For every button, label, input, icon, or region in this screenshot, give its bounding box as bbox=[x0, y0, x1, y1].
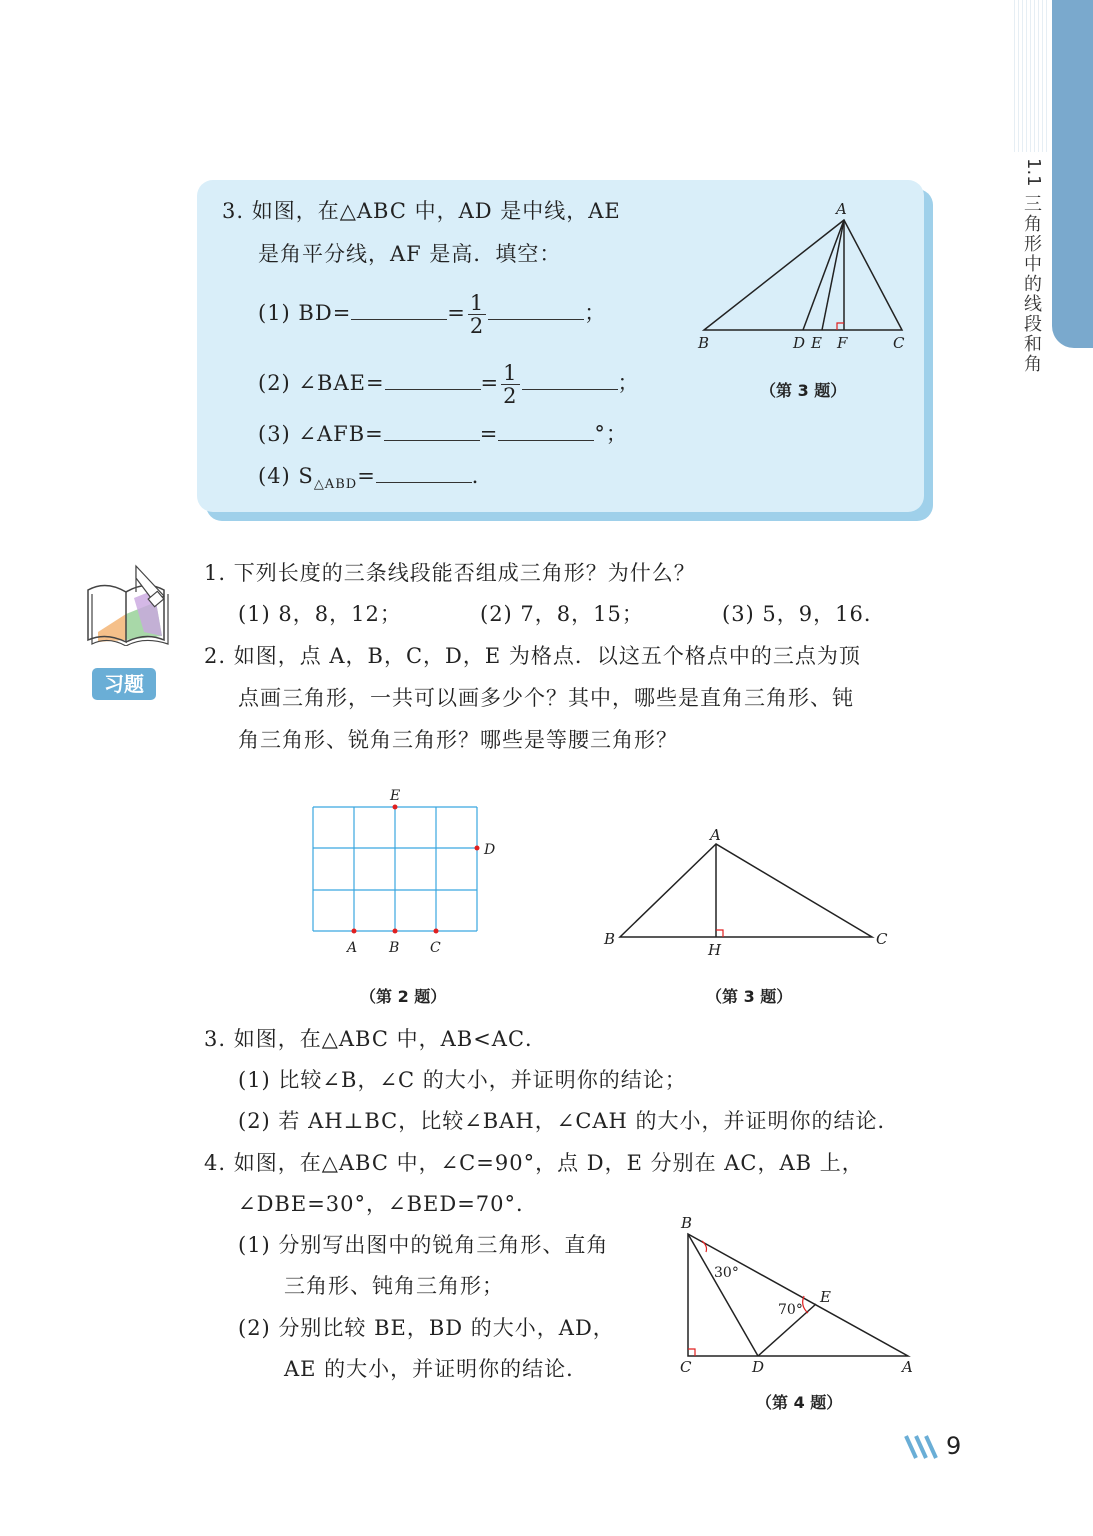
period: ． bbox=[471, 464, 494, 488]
problem2-line2: 点画三角形，一共可以画多少个？其中，哪些是直角三角形、钝 bbox=[238, 686, 854, 710]
answer-blank[interactable] bbox=[376, 460, 472, 483]
label-b: B bbox=[698, 334, 710, 352]
part4-label: (4) S bbox=[258, 464, 314, 488]
problem3-line1: 3. 如图，在△ABC 中，AB<AC． bbox=[204, 1027, 548, 1051]
grid-label-e: E bbox=[390, 788, 401, 804]
problem4-line4: 三角形、钝角三角形； bbox=[284, 1274, 504, 1298]
fig4-label-b: B bbox=[681, 1214, 693, 1232]
triangle-abc-fig3 bbox=[620, 844, 872, 937]
altitude-triangle-figure bbox=[596, 822, 896, 962]
box-q3-part2 bbox=[258, 362, 640, 407]
fraction-numerator: 1 bbox=[469, 291, 485, 315]
figure4-caption: （第 4 题） bbox=[756, 1393, 843, 1412]
angle-70-label: 70° bbox=[778, 1302, 803, 1318]
problem4-line1: 4. 如图，在△ABC 中，∠C=90°，点 D，E 分别在 AC，AB 上， bbox=[204, 1151, 864, 1175]
triangle-abc bbox=[704, 220, 902, 330]
grid-label-a: A bbox=[347, 940, 358, 956]
problem1-line1: 1. 下列长度的三条线段能否组成三角形？为什么？ bbox=[204, 561, 696, 585]
figure2-caption: （第 2 题） bbox=[360, 987, 447, 1006]
degree-semicolon: °； bbox=[594, 422, 628, 446]
point-c bbox=[434, 929, 439, 934]
problem4-line2: ∠DBE=30°，∠BED=70°． bbox=[238, 1192, 539, 1216]
right-angle-mark bbox=[716, 930, 723, 937]
part3-label: (3) ∠AFB= bbox=[258, 422, 384, 446]
answer-blank[interactable] bbox=[385, 367, 481, 390]
problem2-line3: 角三角形、锐角三角形？哪些是等腰三角形？ bbox=[238, 728, 678, 752]
problem4-line6: AE 的大小，并证明你的结论． bbox=[284, 1357, 589, 1381]
part1-label: (1) BD= bbox=[258, 301, 352, 325]
grid-label-c: C bbox=[430, 940, 441, 956]
answer-blank[interactable] bbox=[351, 297, 447, 320]
problem4-line5: (2) 分别比较 BE，BD 的大小，AD， bbox=[238, 1316, 615, 1340]
half-fraction bbox=[468, 292, 486, 337]
answer-blank[interactable] bbox=[498, 418, 594, 441]
triangle-abc-fig4 bbox=[688, 1234, 908, 1356]
equals-sign: = bbox=[357, 464, 376, 488]
equals-sign: = bbox=[479, 422, 499, 446]
box-figure-caption: （第 3 题） bbox=[760, 381, 847, 400]
fig4-label-d: D bbox=[752, 1358, 765, 1376]
answer-blank[interactable] bbox=[384, 418, 480, 441]
grid-label-d: D bbox=[484, 842, 496, 858]
answer-blank[interactable] bbox=[488, 297, 584, 320]
section-title: 三角形中的线段和角 bbox=[1024, 193, 1042, 375]
area-subscript: △ABD bbox=[313, 477, 358, 493]
equals-sign: = bbox=[447, 301, 466, 325]
box-q3-part1 bbox=[258, 292, 606, 337]
problem1-option-a: (1) 8，8，12； bbox=[238, 602, 402, 626]
half-fraction bbox=[501, 362, 519, 407]
point-a bbox=[352, 929, 357, 934]
grid-figure bbox=[300, 782, 520, 962]
answer-blank[interactable] bbox=[522, 367, 618, 390]
side-stripes bbox=[1014, 0, 1050, 152]
bisector-ae bbox=[822, 220, 844, 330]
problem4-line3: (1) 分别写出图中的锐角三角形、直角 bbox=[238, 1233, 609, 1257]
open-book-icon bbox=[84, 562, 170, 646]
label-d: D bbox=[793, 334, 806, 352]
semicolon: ； bbox=[584, 301, 607, 325]
grid-label-b: B bbox=[389, 940, 400, 956]
fraction-numerator: 1 bbox=[503, 361, 518, 385]
equals-sign: = bbox=[480, 371, 500, 395]
fraction-denominator: 2 bbox=[503, 384, 518, 408]
problem2-line1: 2. 如图，点 A，B，C，D，E 为格点．以这五个格点中的三点为顶 bbox=[204, 644, 861, 668]
figure3-caption: （第 3 题） bbox=[706, 987, 793, 1006]
fig4-label-c: C bbox=[680, 1358, 692, 1376]
box-q3-line2: 是角平分线，AF 是高．填空： bbox=[258, 242, 562, 266]
right-angle-mark bbox=[688, 1349, 695, 1356]
fraction-denominator: 2 bbox=[469, 314, 485, 338]
part2-label: (2) ∠BAE= bbox=[258, 371, 385, 395]
chapter-tab bbox=[1052, 0, 1093, 348]
box-q3-part4 bbox=[258, 460, 494, 500]
section-number: 1.1 bbox=[1023, 158, 1044, 187]
section-heading bbox=[1018, 158, 1048, 375]
fig3-label-b: B bbox=[604, 930, 616, 948]
box-q3-part3 bbox=[258, 418, 628, 449]
point-e bbox=[393, 805, 398, 810]
point-b bbox=[393, 929, 398, 934]
fig3-label-h: H bbox=[708, 941, 722, 959]
point-d bbox=[475, 846, 480, 851]
page-number-stripes-icon bbox=[902, 1432, 942, 1462]
label-e: E bbox=[811, 334, 822, 352]
segment-bd bbox=[688, 1234, 758, 1356]
fig4-label-e: E bbox=[820, 1288, 831, 1306]
right-triangle-figure bbox=[670, 1210, 920, 1386]
fig3-label-a: A bbox=[710, 826, 721, 844]
box-q3-line1: 3. 如图，在△ABC 中，AD 是中线，AE bbox=[222, 199, 621, 223]
problem3-line3: (2) 若 AH⊥BC，比较∠BAH，∠CAH 的大小，并证明你的结论． bbox=[238, 1109, 900, 1133]
problem1-option-c: (3) 5，9，16． bbox=[722, 602, 886, 626]
problem3-line2: (1) 比较∠B，∠C 的大小，并证明你的结论； bbox=[238, 1068, 687, 1092]
fig4-label-a: A bbox=[902, 1358, 913, 1376]
semicolon: ； bbox=[617, 371, 640, 395]
box-triangle-figure bbox=[690, 196, 920, 356]
fig3-label-c: C bbox=[876, 930, 888, 948]
exercise-badge: 习题 bbox=[92, 668, 156, 700]
right-angle-mark bbox=[837, 323, 844, 330]
label-f: F bbox=[837, 334, 848, 352]
problem1-option-b: (2) 7，8，15； bbox=[480, 602, 644, 626]
label-a: A bbox=[836, 200, 847, 218]
label-c: C bbox=[893, 334, 905, 352]
page-number: 9 bbox=[946, 1432, 962, 1460]
angle-30-label: 30° bbox=[714, 1265, 739, 1281]
